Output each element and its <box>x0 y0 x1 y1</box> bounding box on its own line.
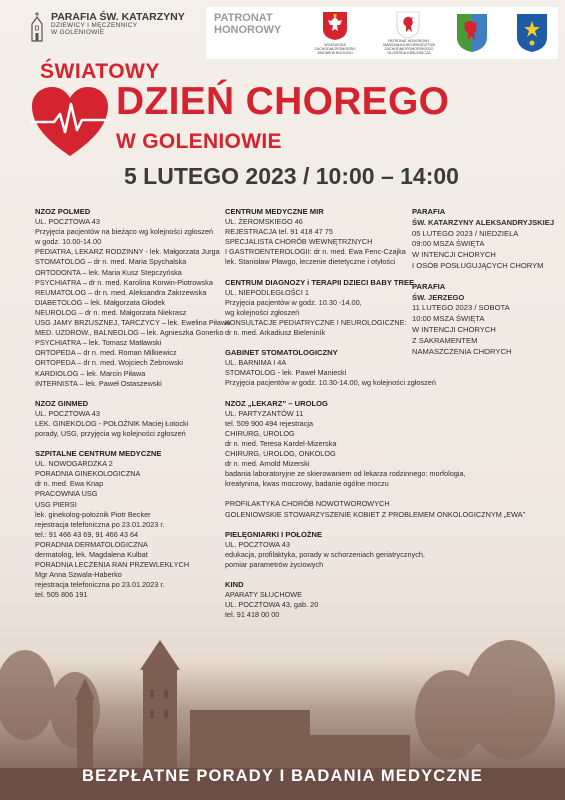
section-line: PRACOWNIA USG <box>35 489 98 499</box>
parish-name: PARAFIA ŚW. KATARZYNY <box>51 11 185 23</box>
section-line: PROFILAKTYKA CHORÓB NOWOTWOROWYCH <box>225 499 390 509</box>
section-line: SPECJALISTA CHORÓB WEWNĘTRZNYCH <box>225 237 373 247</box>
section-line <box>225 489 525 499</box>
section-line: PORADNIA LECZENIA RAN PRZEWLEKŁYCH <box>35 560 190 570</box>
section-line: PORADNIA DERMATOLOGICZNA <box>35 539 148 549</box>
section-line: PSYCHIATRA – dr n. med. Karolina Korwin-Piotrowska <box>35 277 213 287</box>
patronage-label-1: PATRONAT <box>214 12 273 24</box>
section-line: STOMATOLOG – dr n. med. Maria Spychalska <box>35 257 187 267</box>
section-line: NEUROLOG – dr n. med. Małgorzata Niekrasz <box>35 307 187 317</box>
section-title: NZOZ GINMED <box>35 398 89 408</box>
section-line: dr n. med. Ewa Knap <box>35 479 104 489</box>
church-icon <box>28 12 46 42</box>
section-line: edukacja, profilaktyka, porady w schorzeniach geriatrycznych, <box>225 549 425 559</box>
section-line: ORTOPEDA – dr n. med. Roman Milkiewicz <box>35 348 177 358</box>
col3-section <box>412 282 554 358</box>
section-line: badania laboratoryjne ze skierowaniem od lekarza rodzinnego: morfologia, <box>225 469 466 479</box>
section-line: Z SAKRAMENTEM <box>412 335 478 345</box>
section-line: tel. 91 418 00 00 <box>225 610 280 620</box>
section-line: KARDIOLOG – lek. Marcin Piława <box>35 368 146 378</box>
section-title: GABINET STOMATOLOGICZNY <box>225 348 338 358</box>
section-line: 10:00 MSZA ŚWIĘTA <box>412 314 485 324</box>
eagle-emblem-icon <box>322 11 348 41</box>
heart-pulse-icon <box>30 86 110 160</box>
section-title: PARAFIA <box>412 281 446 291</box>
section-line: PORADNIA GINEKOLOGICZNA <box>35 469 141 479</box>
section-title: PARAFIA <box>412 207 446 216</box>
col2-section <box>225 530 525 570</box>
section-line: ŚW. KATARZYNY ALEKSANDRYJSKIEJ <box>412 217 555 227</box>
section-line: REUMATOLOG – dr n. med. Aleksandra Zakrzewska <box>35 287 207 297</box>
col3-section <box>412 207 554 272</box>
section-line: 11 LUTEGO 2023 / SOBOTA <box>412 303 510 313</box>
column-3 <box>412 207 554 367</box>
griffin-caption: PATRONAT HONOROWY MARSZAŁKA WOJEWÓDZTWA ZACHODNIOPOMORSKIEGO OLGIERDA GEBLEWICZA <box>383 39 435 56</box>
section-title: SZPITALNE CENTRUM MEDYCZNE <box>35 449 162 459</box>
patronage-label-2: HONOROWY <box>214 23 282 36</box>
section-line: tel.: 91 466 43 69, 91 466 43 64 <box>35 529 139 539</box>
section-title: CENTRUM MEDYCZNE MIR <box>225 207 324 216</box>
section-line: GOLENIOWSKIE STOWARZYSZENIE KOBIET Z PROBLEMEM ONKOLOGICZNYM „EWA” <box>225 509 526 519</box>
section-line: UL. NOWOGARDZKA 2 <box>35 459 113 469</box>
section-line: UL. POCZTOWA 43 <box>35 408 100 418</box>
col1-section <box>35 207 230 389</box>
griffin-emblem-icon <box>396 11 420 39</box>
section-line: Przyjęcia pacjentów w godz. 10.30-14.00, wg kolejności zgłoszeń <box>225 378 436 388</box>
patronage-box <box>206 7 558 59</box>
section-line: PEDIATRA, LEKARZ RODZINNY - lek. Małgorzata Jurga <box>35 247 220 257</box>
section-line: INTERNISTA – lek. Paweł Ostaszewski <box>35 378 162 388</box>
section-line: kreatynina, kwas moczowy, badanie ogólne moczu <box>225 479 389 489</box>
section-line: W INTENCJI CHORYCH <box>412 324 496 334</box>
section-line: Przyjęcia pacjentów w godz. 10.30 -14.00, <box>225 297 362 307</box>
col1-section <box>35 399 230 439</box>
event-date: 5 LUTEGO 2023 / 10:00 – 14:00 <box>124 163 459 189</box>
section-line: dr n. med. Teresa Kardel-Mizerska <box>225 438 337 448</box>
parish-header <box>28 12 185 42</box>
section-line: UL. POCZTOWA 43, gab. 20 <box>225 600 319 610</box>
section-line: porady, USG, przyjęcia wg kolejności zgłoszeń <box>35 428 186 438</box>
section-line: DIABETOLOG – lek. Małgorzata Głodek <box>35 297 166 307</box>
section-title: CENTRUM DIAGNOZY i TERAPII DZIECI BABY TREE <box>225 277 415 287</box>
section-line: CHIRURG, UROLOG, ONKOLOG <box>225 448 336 458</box>
section-line: UL. BARNIMA I 4A <box>225 358 287 368</box>
eagle-caption: WOJEWODA ZACHODNIOPOMORSKI ZBIGNIEW BOGUCKI <box>314 43 356 56</box>
section-line: USG JAMY BRZUSZNEJ, TARCZYCY – lek. Ewelina Piława <box>35 318 231 328</box>
section-line: UL. POCZTOWA 43 <box>35 217 100 227</box>
section-title: NZOZ „LEKARZ” – UROLOG <box>225 398 328 408</box>
section-line: rejestracja telefoniczna po 23.01.2023 r. <box>35 519 165 529</box>
section-line: rejestracja telefoniczna po 23.01.2023 r. <box>35 580 165 590</box>
section-line: lek. ginekolog-położnik Piotr Becker <box>35 509 151 519</box>
section-line: 09:00 MSZA ŚWIĘTA <box>412 239 485 249</box>
footer-banner: BEZPŁATNE PORADY I BADANIA MEDYCZNE <box>81 767 484 785</box>
parish-subtitle-2: W GOLENIOWIE <box>51 28 105 36</box>
section-line: Przyjęcia pacjentów na bieżąco wg kolejności zgłoszeń <box>35 227 214 237</box>
section-title: PIELĘGNIARKI I POŁOŻNE <box>225 529 323 539</box>
section-line: ORTODONTA – lek. Maria Kusz Stepczyńska <box>35 267 182 277</box>
section-line: dermatolog, lek. Magdalena Kulbat <box>35 550 148 559</box>
section-line: LEK. GINEKOLOG - POŁOŻNIK Maciej Łotocki <box>35 418 189 428</box>
section-line: UL. POCZTOWA 43 <box>225 539 290 549</box>
section-line: ŚW. JERZEGO <box>412 292 465 302</box>
section-line: tel. 505 806 191 <box>35 590 88 600</box>
section-line: lek. Stanisław Pławgo, leczenie dietetyczne i otyłości <box>225 257 396 267</box>
section-line: Mgr Anna Szwala-Haberko <box>35 570 122 580</box>
section-line: PSYCHIATRA – lek. Tomasz Matławski <box>35 338 162 348</box>
col2-section <box>225 399 525 520</box>
section-line: NAMASZCZENIA CHORYCH <box>412 346 512 356</box>
section-line: REJESTRACJA tel. 91 418 47 75 <box>225 227 333 237</box>
section-line: CHIRURG, UROLOG <box>225 428 295 438</box>
title-line-3: W GOLENIOWIE <box>116 130 282 153</box>
column-1 <box>35 207 230 610</box>
section-line: UL. PARTYZANTÓW 11 <box>225 408 304 418</box>
county-coat-of-arms-icon <box>456 13 488 53</box>
section-line: MED. UZDROW., BALNEOLOG – lek. Agnieszka Gonerko <box>35 328 224 338</box>
section-line: I OSÓB POSŁUGUJĄCYCH CHORYM <box>412 260 544 270</box>
section-line: wg kolejności zgłoszeń <box>225 307 300 317</box>
section-line: pomiar parametrów życiowych <box>225 559 324 569</box>
section-line: 05 LUTEGO 2023 / NIEDZIELA <box>412 228 519 238</box>
section-line: UL. ŻEROMSKIEGO 46 <box>225 217 303 227</box>
title-line-1: ŚWIATOWY <box>40 60 160 83</box>
section-line: dr n. med. Arkadiusz Bieleniník <box>225 328 326 338</box>
section-line: dr n. med. Arnold Mizerski <box>225 459 310 469</box>
section-line: APARATY SŁUCHOWE <box>225 590 303 600</box>
section-line: tel. 509 900 494 rejestracja <box>225 418 314 428</box>
col1-section <box>35 449 230 600</box>
patronage-label <box>214 13 304 36</box>
section-line: I GASTROENTEROLOGII: dr n. med. Ewa Fenc-Czajka <box>225 247 406 257</box>
section-title: KIND <box>225 580 244 589</box>
section-line: KONSULTACJE PEDIATRYCZNE I NEUROLOGICZNE: <box>225 317 407 327</box>
section-line: STOMATOLOG - lek. Paweł Maniecki <box>225 368 347 378</box>
section-title: NZOZ POLMED <box>35 207 91 216</box>
town-coat-of-arms-icon <box>516 13 548 53</box>
section-line: W INTENCJI CHORYCH <box>412 250 496 260</box>
section-line: ORTOPEDA – dr n. med. Wojciech Żebrowski <box>35 358 184 368</box>
section-line: USG PIERSI <box>35 499 77 509</box>
section-line: UL. NIEPODLEGŁOŚCI 1 <box>225 287 309 297</box>
section-line: w godz. 10.00-14.00 <box>35 237 102 247</box>
title-line-2: DZIEŃ CHOREGO <box>116 80 450 123</box>
parish-subtitle-1: DZIEWICY I MĘCZENNICY <box>51 22 138 30</box>
